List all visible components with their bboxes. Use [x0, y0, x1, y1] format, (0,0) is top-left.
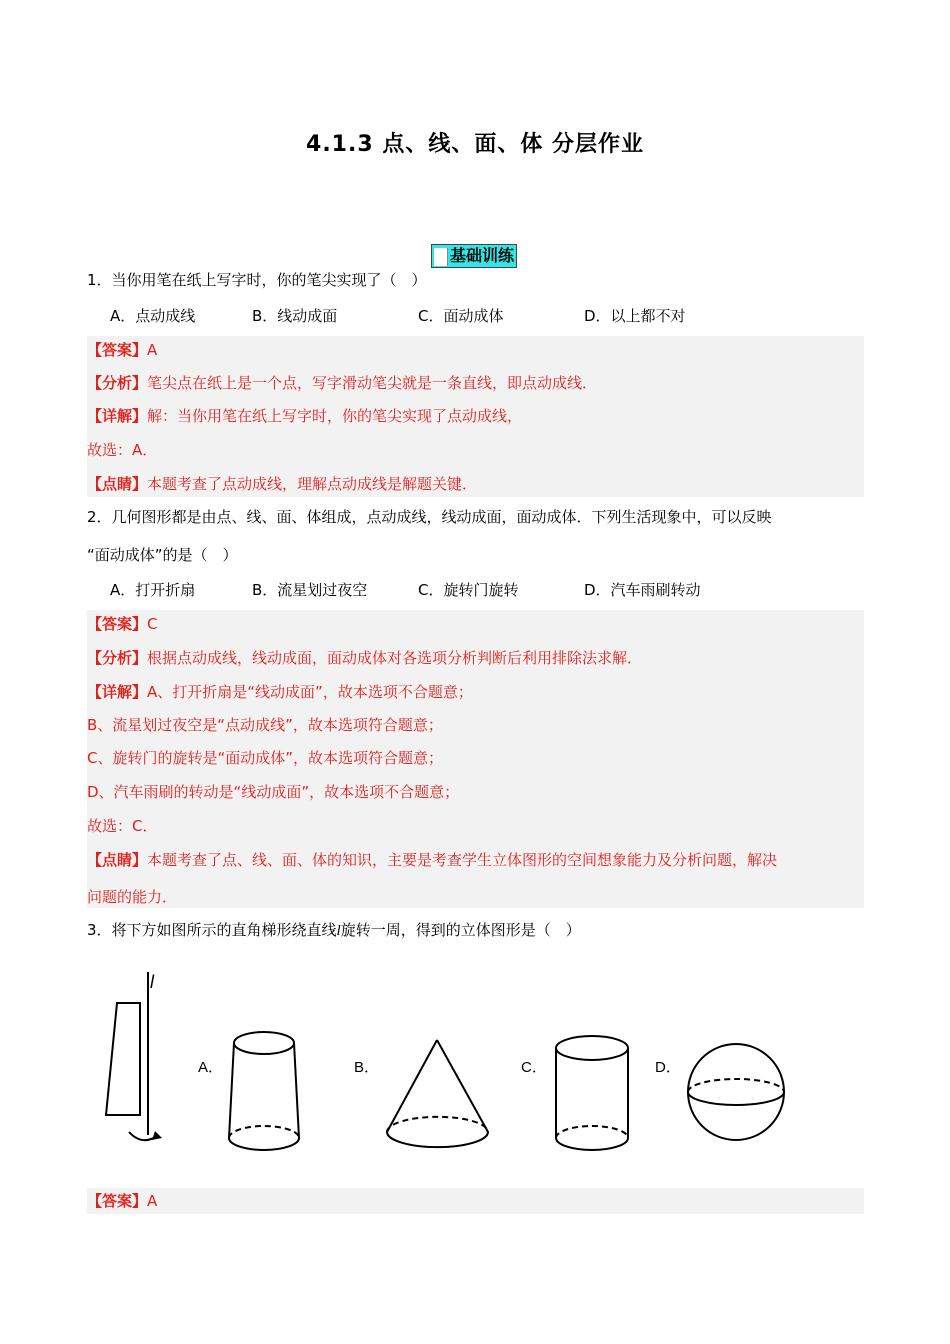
q3-solution-block [87, 1188, 864, 1214]
q1-option-d: D．以上都不对 [584, 307, 686, 325]
q1-analysis: 【分析】笔尖点在纸上是一个点，写字滑动笔尖就是一条直线，即点动成线． [87, 374, 598, 392]
frustum-shape [229, 1032, 299, 1150]
q3-figure [0, 960, 950, 1160]
cylinder-shape [556, 1036, 628, 1150]
q3-stem: 3．将下方如图所示的直角梯形绕直线l旋转一周，得到的立体图形是（ ） [87, 921, 581, 939]
q2-option-c: C．旋转门旋转 [418, 581, 519, 599]
q2-comment: 【点睛】本题考查了点、线、面、体的知识，主要是考查学生立体图形的空间想象能力及分析问题，解决 [87, 851, 778, 869]
rotation-arrowhead [152, 1131, 162, 1140]
section-marker [434, 248, 448, 266]
q1-choose: 故选：A． [87, 441, 158, 459]
q2-answer: 【答案】C [87, 615, 158, 633]
axis-label: l [150, 972, 154, 992]
page-title: 4.1.3 点、线、面、体 分层作业 [306, 132, 644, 157]
q3-option-b-label: B． [354, 1059, 380, 1076]
sphere-shape [688, 1044, 784, 1140]
section-label: 基础训练 [450, 246, 515, 265]
q2-detail-c: C、旋转门的旋转是“面动成体”，故本选项符合题意； [87, 749, 444, 767]
q2-detail: 【详解】A、打开折扇是“线动成面”，故本选项不合题意； [87, 683, 473, 701]
q2-option-b: B．流星划过夜空 [252, 581, 368, 599]
q1-option-c: C．面动成体 [418, 307, 504, 325]
q2-stem-line1: 2．几何图形都是由点、线、面、体组成，点动成线，线动成面，面动成体．下列生活现象中，可以反映 [87, 508, 772, 526]
q3-option-a-label: A． [198, 1059, 224, 1076]
q2-stem-line2: “面动成体”的是（ ） [87, 546, 238, 564]
q1-stem: 1．当你用笔在纸上写字时，你的笔尖实现了（ ） [87, 271, 427, 289]
right-trapezoid [106, 1003, 140, 1115]
cone-shape [387, 1040, 488, 1147]
q2-comment-line2: 问题的能力． [87, 888, 178, 906]
q2-analysis: 【分析】根据点动成线，线动成面，面动成体对各选项分析判断后利用排除法求解． [87, 649, 643, 667]
q1-option-a: A．点动成线 [110, 307, 196, 325]
q2-detail-b: B、流星划过夜空是“点动成线”，故本选项符合题意； [87, 716, 443, 734]
q2-detail-d: D、汽车雨刷的转动是“线动成面”，故本选项不合题意； [87, 783, 460, 801]
q1-option-b: B．线动成面 [252, 307, 338, 325]
q1-answer: 【答案】A [87, 341, 158, 359]
q3-answer: 【答案】A [87, 1192, 158, 1210]
q1-detail: 【详解】解：当你用笔在纸上写字时，你的笔尖实现了点动成线， [87, 407, 523, 425]
q2-option-d: D．汽车雨刷转动 [584, 581, 701, 599]
q2-choose: 故选：C． [87, 817, 158, 835]
q3-option-c-label: C． [521, 1059, 547, 1076]
section-header [431, 244, 517, 268]
q3-option-d-label: D． [655, 1059, 681, 1076]
q1-comment: 【点睛】本题考查了点动成线，理解点动成线是解题关键． [87, 475, 478, 493]
trapezoid-figure [106, 972, 162, 1140]
q2-option-a: A．打开折扇 [110, 581, 196, 599]
